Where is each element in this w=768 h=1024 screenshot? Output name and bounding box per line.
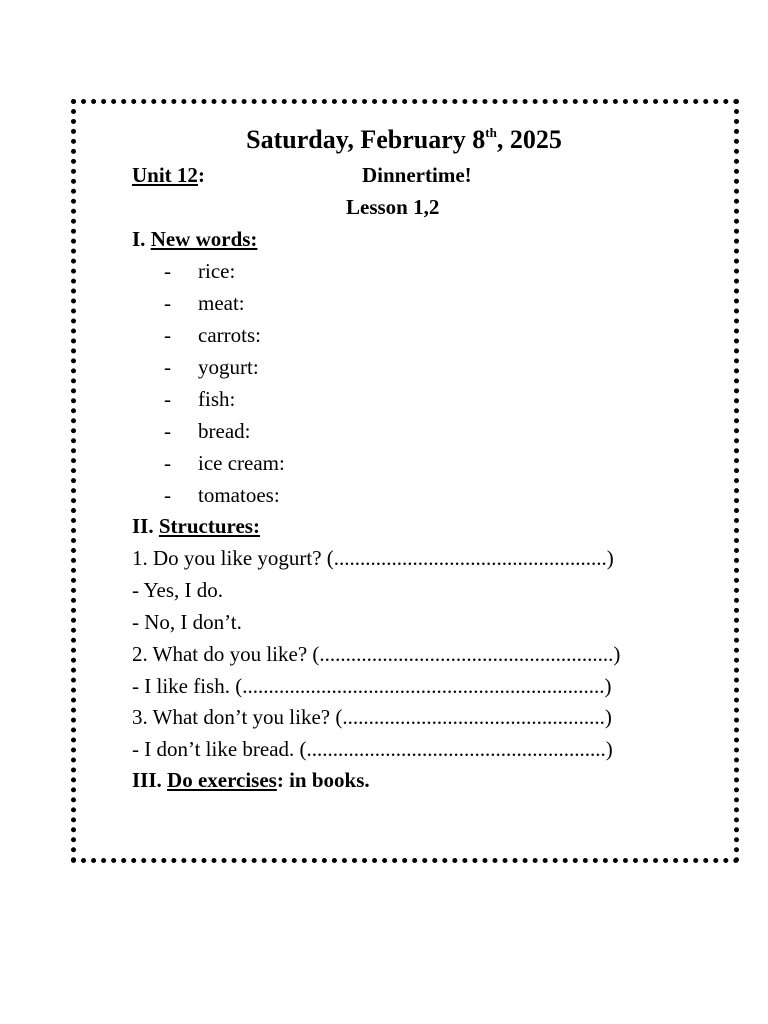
- section-exercises-heading: [132, 767, 370, 793]
- section-numeral: III.: [132, 768, 162, 792]
- unit-colon: :: [197, 163, 205, 187]
- bullet-dash: -: [164, 451, 171, 475]
- list-item: [164, 354, 259, 380]
- section-title: New words:: [150, 227, 258, 251]
- structure-line: 1. Do you like yogurt? (....................................................): [132, 546, 614, 570]
- section-numeral: I.: [132, 227, 146, 251]
- list-item: [164, 386, 235, 412]
- bullet-dash: -: [164, 323, 171, 347]
- structure-line: - I like fish. (.....................................................................): [132, 674, 612, 698]
- date-year: , 2025: [496, 125, 562, 154]
- structure-line: - I don’t like bread. (.........................................................): [132, 737, 613, 761]
- structure-line: 2. What do you like? (........................................................): [132, 642, 621, 666]
- bullet-dash: -: [164, 355, 171, 379]
- date-ordinal-suffix: th: [485, 125, 497, 140]
- unit-line: [132, 162, 205, 188]
- bullet-dash: -: [164, 419, 171, 443]
- section-suffix: : in books.: [276, 768, 370, 792]
- bullet-dash: -: [164, 259, 171, 283]
- vocab-word: meat:: [198, 291, 245, 315]
- bullet-dash: -: [164, 291, 171, 315]
- bullet-dash: -: [164, 387, 171, 411]
- structure-line: 3. What don’t you like? (..................................................): [132, 705, 612, 729]
- vocab-word: yogurt:: [198, 355, 259, 379]
- vocab-word: bread:: [198, 419, 251, 443]
- list-item: [164, 482, 280, 508]
- page-title: [0, 124, 768, 156]
- list-item: [164, 450, 285, 476]
- vocab-word: rice:: [198, 259, 236, 283]
- section-numeral: II.: [132, 514, 154, 538]
- list-item: [164, 418, 250, 444]
- section-new-words-heading: [132, 226, 257, 252]
- lesson-title: Lesson 1,2: [346, 195, 440, 219]
- unit-label: Unit 12: [132, 163, 198, 187]
- vocab-word: tomatoes:: [198, 483, 280, 507]
- date-text: Saturday, February 8: [246, 125, 486, 154]
- vocab-word: ice cream:: [198, 451, 285, 475]
- structure-line: - Yes, I do.: [132, 578, 224, 602]
- unit-title: Dinnertime!: [362, 163, 472, 187]
- section-structures-heading: [132, 513, 260, 539]
- list-item: [164, 258, 235, 284]
- list-item: [164, 290, 245, 316]
- structure-line: - No, I don’t.: [132, 610, 242, 634]
- section-title: Do exercises: [167, 768, 277, 792]
- vocab-word: carrots:: [198, 323, 261, 347]
- bullet-dash: -: [164, 483, 171, 507]
- vocab-word: fish:: [198, 387, 236, 411]
- section-title: Structures:: [158, 514, 260, 538]
- list-item: [164, 322, 261, 348]
